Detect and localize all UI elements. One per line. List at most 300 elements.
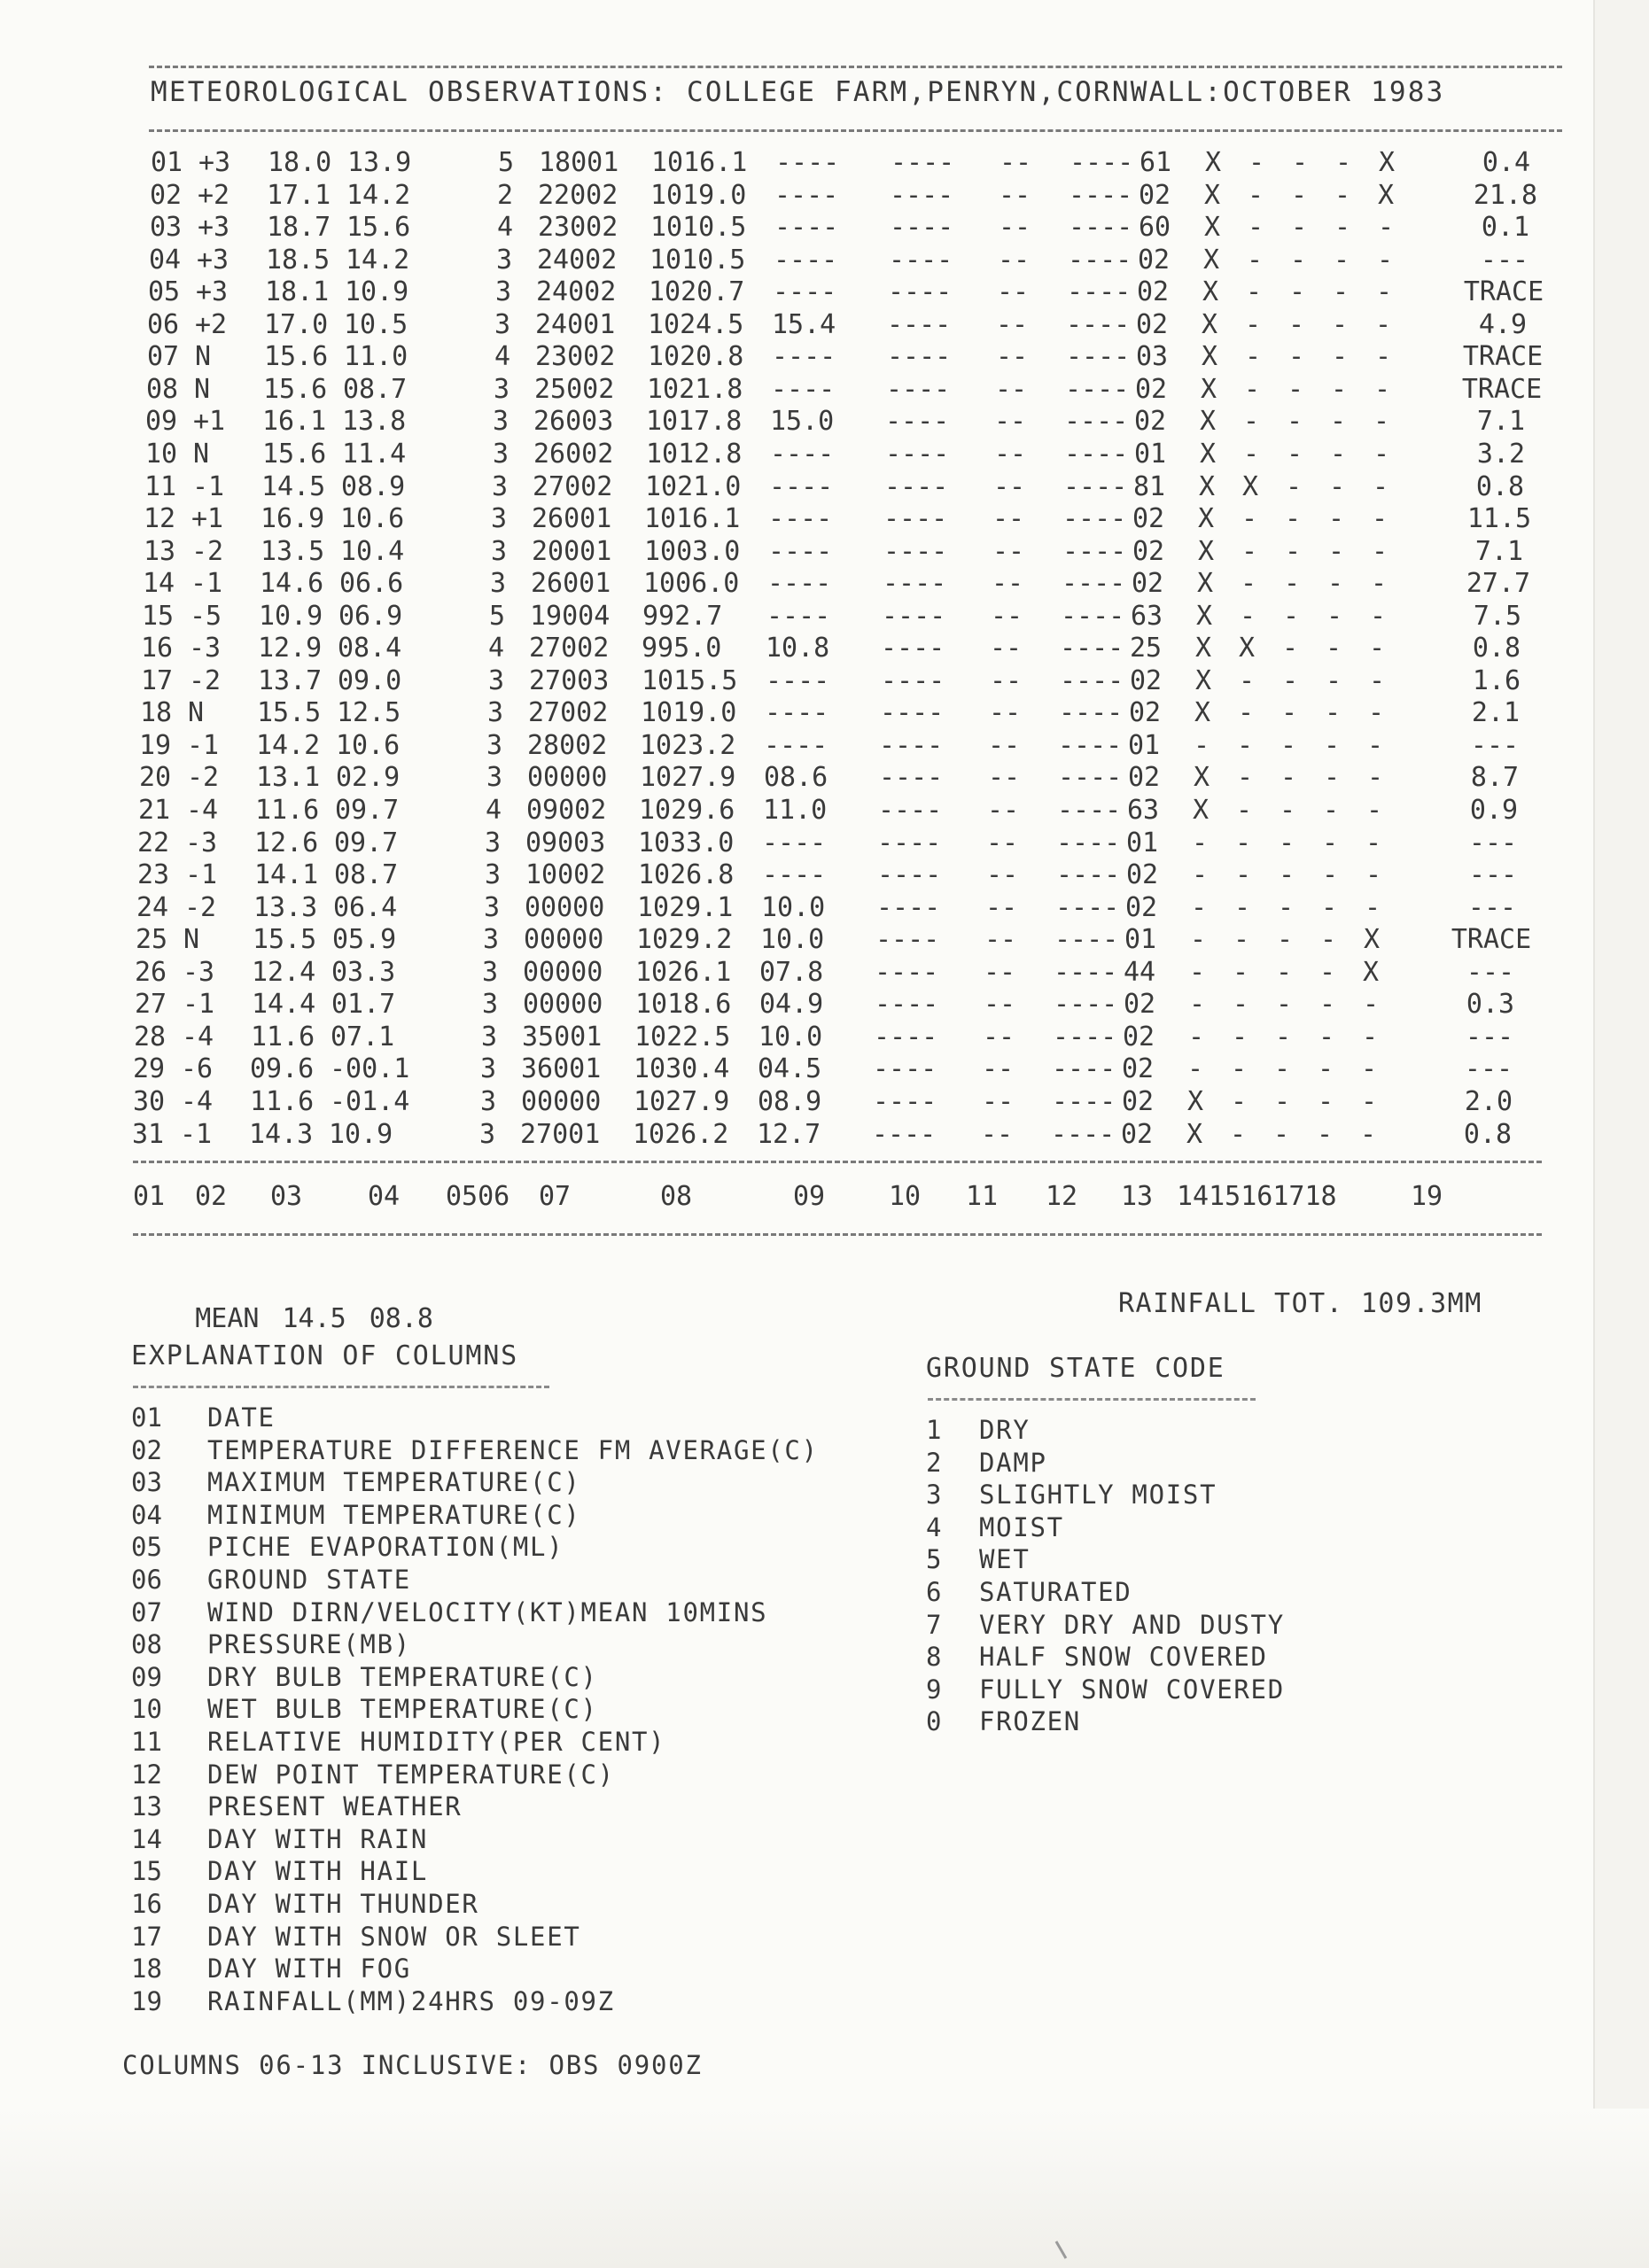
column-number: 1415161718: [1177, 1181, 1337, 1212]
ground-state-num: 2: [926, 1447, 942, 1478]
cell-diff: -1: [192, 470, 225, 502]
cell-gs: 3: [493, 438, 509, 470]
cell-dry: ----: [772, 341, 836, 373]
cell-rh: --: [993, 470, 1026, 502]
cell-press: 1010.5: [650, 212, 747, 244]
cell-wind: 28002: [527, 729, 608, 761]
cell-d17: -: [1328, 535, 1345, 567]
cell-gs: 3: [481, 1021, 498, 1052]
cell-wind: 00000: [523, 989, 603, 1021]
mean-label: MEAN: [195, 1303, 260, 1334]
explanation-num: 13: [131, 1791, 162, 1822]
cell-dry: ----: [766, 600, 831, 632]
cell-min: 09.7: [335, 795, 400, 826]
table-row: [150, 212, 1603, 244]
cell-dry: 15.4: [772, 308, 836, 340]
cell-min: 10.5: [344, 308, 408, 340]
cell-dry: ----: [766, 664, 830, 696]
cell-d15: -: [1238, 697, 1255, 729]
cell-d15: -: [1230, 1118, 1247, 1150]
cell-rain: 2.1: [1471, 697, 1521, 729]
cell-wind: 26001: [531, 568, 611, 600]
cell-press: 1012.8: [646, 438, 743, 470]
cell-diff: -2: [187, 762, 220, 794]
cell-date: 19: [139, 729, 172, 761]
cell-min: 10.4: [340, 535, 405, 567]
cell-d14: -: [1194, 729, 1210, 761]
cell-diff: +3: [197, 244, 229, 276]
cell-dry: ----: [762, 859, 827, 891]
cell-d17: -: [1324, 729, 1341, 761]
cell-dew: ----: [1062, 568, 1126, 600]
cell-wet: ----: [879, 729, 944, 761]
cell-max: 15.6: [262, 438, 327, 470]
cell-wind: 00000: [524, 924, 604, 956]
cell-wet: ----: [887, 341, 952, 373]
cell-gs: 3: [496, 244, 513, 276]
cell-wet: ----: [880, 697, 945, 729]
cell-max: 13.5: [261, 535, 325, 567]
cell-rh: --: [990, 664, 1023, 696]
cell-wx: 02: [1122, 1085, 1155, 1117]
cell-d15: -: [1236, 795, 1253, 826]
cell-d14: -: [1189, 989, 1206, 1021]
cell-rh: --: [982, 1053, 1015, 1085]
cell-d14: -: [1188, 1021, 1205, 1052]
cell-dry: ----: [764, 729, 828, 761]
cell-rh: --: [999, 179, 1031, 211]
cell-wx: 02: [1121, 1118, 1154, 1150]
explanation-num: 01: [131, 1402, 162, 1433]
cell-diff: +2: [198, 179, 230, 211]
cell-rain: ---: [1480, 244, 1529, 276]
cell-dry: ----: [773, 276, 837, 308]
cell-max: 12.4: [252, 956, 316, 988]
cell-wx: 01: [1134, 438, 1167, 470]
cell-date: 23: [137, 859, 170, 891]
cell-min: 06.6: [339, 568, 404, 600]
ground-state-text: DRY: [979, 1415, 1031, 1445]
cell-rain: TRACE: [1461, 373, 1543, 405]
table-row: [145, 406, 1598, 438]
cell-max: 15.5: [257, 697, 322, 729]
cell-diff: +3: [198, 212, 230, 244]
cell-wet: ----: [877, 859, 942, 891]
cell-d18: -: [1375, 308, 1392, 340]
ground-state-num: 3: [926, 1480, 942, 1511]
cell-d16: -: [1284, 568, 1301, 600]
explanation-text: DATE: [207, 1402, 276, 1433]
cell-wx: 02: [1132, 568, 1164, 600]
cell-d15: X: [1239, 633, 1256, 664]
explanation-num: 18: [131, 1953, 162, 1984]
cell-press: 1026.2: [633, 1118, 729, 1150]
cell-wx: 02: [1132, 535, 1165, 567]
cell-diff: -4: [182, 1021, 214, 1052]
cell-d14: X: [1195, 664, 1212, 696]
cell-d16: -: [1290, 244, 1307, 276]
cell-rain: 27.7: [1466, 568, 1531, 600]
cell-rh: --: [984, 956, 1016, 988]
cell-press: 1026.1: [635, 956, 732, 988]
cell-wet: ----: [882, 600, 946, 632]
cell-rain: TRACE: [1463, 276, 1544, 308]
cell-dew: ----: [1052, 1085, 1116, 1117]
cell-d16: -: [1276, 989, 1293, 1021]
cell-wind: 24002: [536, 276, 617, 308]
cell-rh: --: [991, 600, 1023, 632]
cell-wind: 35001: [522, 1021, 603, 1052]
cell-d17: -: [1321, 891, 1338, 923]
cell-dew: ----: [1058, 762, 1123, 794]
cell-d17: -: [1330, 406, 1347, 438]
cell-min: -00.1: [330, 1053, 410, 1085]
cell-rain: 7.5: [1473, 600, 1522, 632]
cell-max: 16.9: [261, 503, 325, 535]
cell-dew: ----: [1069, 179, 1133, 211]
table-row: [149, 245, 1602, 276]
cell-d14: X: [1202, 308, 1218, 340]
cell-gs: 2: [497, 179, 514, 211]
cell-max: 10.9: [259, 600, 323, 632]
cell-wx: 63: [1127, 795, 1160, 826]
cell-rh: --: [988, 762, 1021, 794]
ground-state-num: 4: [926, 1511, 942, 1542]
cell-dew: ----: [1067, 276, 1132, 308]
cell-press: 1029.2: [636, 924, 733, 956]
cell-d17: -: [1334, 244, 1350, 276]
cell-date: 28: [134, 1021, 167, 1052]
ground-state-num: 7: [926, 1609, 942, 1640]
cell-dew: ----: [1064, 438, 1129, 470]
cell-rain: ---: [1467, 891, 1517, 923]
cell-wind: 22002: [538, 179, 618, 211]
cell-d16: -: [1277, 924, 1294, 956]
cell-wind: 00000: [521, 1085, 602, 1117]
ground-state-underline: [928, 1398, 1256, 1401]
cell-rain: 4.9: [1478, 308, 1528, 340]
column-number: 0506: [446, 1181, 510, 1212]
cell-d18: -: [1376, 276, 1393, 308]
table-row: [143, 568, 1596, 600]
cell-diff: -1: [185, 859, 218, 891]
cell-wx: 01: [1128, 729, 1161, 761]
cell-gs: 3: [490, 568, 507, 600]
cell-d15: -: [1239, 664, 1256, 696]
cell-press: 1022.5: [634, 1021, 731, 1052]
cell-wind: 27003: [529, 664, 610, 696]
cell-diff: -1: [180, 1118, 213, 1150]
cell-d15: -: [1248, 212, 1264, 244]
cell-rh: --: [990, 633, 1023, 664]
cell-dew: ----: [1070, 147, 1134, 178]
cell-dew: ----: [1060, 664, 1124, 696]
explanation-text: RAINFALL(MM)24HRS 09-09Z: [207, 1985, 615, 2016]
explanation-text: WET BULB TEMPERATURE(C): [207, 1694, 598, 1725]
cell-dry: 10.8: [766, 633, 830, 664]
cell-max: 13.3: [253, 891, 318, 923]
cell-min: 14.2: [346, 179, 411, 211]
cell-date: 07: [147, 341, 180, 373]
cell-date: 02: [150, 179, 183, 211]
cell-min: 11.0: [344, 341, 408, 373]
cell-dry: ----: [765, 697, 829, 729]
cell-max: 11.6: [250, 1085, 315, 1117]
cell-diff: -1: [187, 729, 220, 761]
cell-dry: 10.0: [758, 1021, 823, 1052]
cell-min: 08.7: [343, 373, 408, 405]
table-row: [135, 989, 1588, 1021]
cell-rain: ---: [1464, 1053, 1513, 1085]
cell-date: 26: [135, 956, 167, 988]
page-shadow: [0, 2109, 1649, 2268]
cell-dew: ----: [1061, 600, 1125, 632]
cell-dry: ----: [774, 212, 839, 244]
cell-wind: 25002: [534, 373, 615, 405]
ground-state-text: WET: [979, 1544, 1031, 1575]
cell-date: 04: [149, 244, 182, 276]
cell-rain: ---: [1465, 1021, 1514, 1052]
cell-press: 1017.8: [646, 406, 743, 438]
cell-d15: -: [1245, 341, 1262, 373]
cell-diff: -4: [181, 1085, 214, 1117]
page-title: METEOROLOGICAL OBSERVATIONS: COLLEGE FARM,PENRYN,CORNWALL:OCTOBER 1983: [151, 76, 1445, 108]
table-row: [135, 957, 1588, 989]
cell-wet: ----: [875, 956, 939, 988]
cell-d14: X: [1200, 406, 1217, 438]
cell-max: 11.6: [251, 1021, 315, 1052]
cell-d16: -: [1278, 891, 1295, 923]
cell-dew: ----: [1057, 795, 1122, 826]
cell-press: 992.7: [642, 600, 723, 632]
ground-state-num: 1: [926, 1415, 942, 1445]
cell-rain: TRACE: [1462, 341, 1544, 373]
cell-wind: 36001: [521, 1053, 602, 1085]
explanation-text: TEMPERATURE DIFFERENCE FM AVERAGE(C): [207, 1434, 819, 1465]
cell-d16: -: [1282, 633, 1299, 664]
cell-wet: ----: [873, 1085, 937, 1117]
top-rule: [149, 66, 1562, 68]
cell-min: 08.4: [338, 633, 402, 664]
mean-min: 08.8: [369, 1303, 433, 1334]
cell-gs: 3: [495, 276, 512, 308]
cell-wet: ----: [888, 276, 953, 308]
cell-d17: -: [1326, 600, 1343, 632]
cell-d15: -: [1231, 1053, 1248, 1085]
cell-wet: ----: [885, 406, 950, 438]
cell-gs: 3: [488, 664, 505, 696]
cell-d18: -: [1367, 729, 1384, 761]
cell-d17: -: [1318, 1053, 1334, 1085]
cell-dew: ----: [1056, 827, 1121, 858]
cell-rain: 11.5: [1466, 503, 1532, 535]
cell-wet: ----: [881, 633, 945, 664]
cell-d17: -: [1318, 1021, 1335, 1052]
cell-rh: --: [996, 341, 1029, 373]
cell-dew: ----: [1066, 341, 1131, 373]
cell-gs: 3: [480, 1053, 497, 1085]
cell-d18: -: [1366, 795, 1383, 826]
cell-date: 21: [138, 795, 171, 826]
cell-dry: 08.9: [758, 1085, 822, 1117]
column-number: 03: [270, 1181, 303, 1212]
cell-d18: -: [1361, 1085, 1378, 1117]
explanation-text: MINIMUM TEMPERATURE(C): [207, 1499, 581, 1530]
cell-d14: X: [1204, 179, 1221, 211]
cell-d14: X: [1198, 503, 1215, 535]
cell-wind: 00000: [525, 891, 605, 923]
cell-dew: ----: [1054, 989, 1118, 1021]
cell-max: 12.9: [258, 633, 323, 664]
cell-gs: 3: [485, 859, 502, 891]
cell-gs: 5: [489, 600, 506, 632]
cell-d16: -: [1287, 406, 1303, 438]
cell-wet: ----: [883, 535, 948, 567]
cell-rh: --: [982, 1085, 1015, 1117]
cell-rain: 7.1: [1474, 535, 1524, 567]
table-row: [133, 1053, 1586, 1085]
cell-d18: X: [1378, 179, 1395, 211]
ground-state-text: MOIST: [979, 1511, 1064, 1542]
cell-wx: 02: [1126, 859, 1159, 891]
cell-rain: 21.8: [1473, 179, 1538, 211]
cell-gs: 4: [494, 341, 511, 373]
explanation-num: 05: [131, 1532, 162, 1563]
cell-d15: -: [1234, 891, 1251, 923]
cell-d16: -: [1283, 600, 1300, 632]
cell-d14: -: [1189, 956, 1206, 988]
cell-d14: X: [1199, 470, 1216, 502]
cell-press: 1016.1: [644, 503, 741, 535]
cell-wind: 20001: [532, 535, 612, 567]
cell-wind: 24001: [535, 308, 616, 340]
cell-wet: ----: [883, 503, 948, 535]
cell-d14: -: [1190, 924, 1207, 956]
cell-d17: -: [1331, 373, 1348, 405]
cell-gs: 3: [491, 535, 508, 567]
explanation-num: 03: [131, 1467, 162, 1498]
explanation-text: DRY BULB TEMPERATURE(C): [207, 1661, 598, 1692]
cell-max: 16.1: [262, 406, 327, 438]
ground-state-text: SATURATED: [979, 1576, 1132, 1607]
cell-max: 14.2: [256, 729, 321, 761]
cell-d16: -: [1291, 212, 1308, 244]
column-number: 01: [133, 1181, 166, 1212]
table-row: [137, 827, 1591, 859]
cell-press: 1030.4: [634, 1053, 730, 1085]
ground-state-text: HALF SNOW COVERED: [979, 1642, 1268, 1673]
cell-wx: 02: [1129, 697, 1162, 729]
cell-d16: -: [1274, 1085, 1291, 1117]
cell-d16: -: [1279, 859, 1295, 891]
cell-d14: X: [1203, 244, 1220, 276]
cell-d15: -: [1235, 827, 1252, 858]
cell-max: 18.0: [268, 147, 332, 178]
cell-min: 10.9: [345, 276, 409, 308]
cell-max: 15.6: [264, 341, 329, 373]
cell-rain: ---: [1466, 956, 1515, 988]
cell-d14: X: [1187, 1085, 1204, 1117]
cell-d16: -: [1288, 308, 1305, 340]
cell-wet: ----: [875, 989, 939, 1021]
cell-dew: ----: [1069, 212, 1133, 244]
cell-d18: X: [1379, 147, 1396, 178]
cell-d18: -: [1370, 600, 1387, 632]
cell-dry: 11.0: [763, 795, 828, 826]
cell-wet: ----: [889, 244, 953, 276]
cell-date: 14: [143, 568, 175, 600]
cell-wind: 26001: [532, 503, 612, 535]
cell-wet: ----: [884, 470, 949, 502]
cell-d14: X: [1194, 762, 1210, 794]
cell-press: 1003.0: [644, 535, 741, 567]
cell-d14: X: [1202, 341, 1218, 373]
cell-wind: 00000: [523, 956, 603, 988]
cell-diff: +1: [191, 503, 224, 535]
explanation-num: 11: [131, 1726, 162, 1757]
cell-max: 11.6: [255, 795, 320, 826]
cell-min: 08.9: [341, 470, 406, 502]
cell-wx: 44: [1124, 956, 1156, 988]
cell-d14: X: [1194, 697, 1211, 729]
cell-dry: ----: [771, 373, 836, 405]
cell-rh: --: [998, 244, 1031, 276]
cell-wx: 02: [1122, 1053, 1155, 1085]
cell-wx: 61: [1140, 147, 1172, 178]
cell-d18: -: [1365, 859, 1382, 891]
cell-wind: 09003: [525, 827, 606, 858]
cell-rh: --: [994, 438, 1027, 470]
cell-rh: --: [987, 795, 1020, 826]
cell-dew: ----: [1051, 1118, 1116, 1150]
cell-max: 14.4: [252, 989, 316, 1021]
table-row: [136, 892, 1590, 924]
cell-rh: --: [986, 827, 1019, 858]
explanation-text: MAXIMUM TEMPERATURE(C): [207, 1467, 581, 1498]
explanation-num: 14: [131, 1823, 162, 1854]
cell-d16: -: [1282, 664, 1299, 696]
cell-d15: -: [1241, 503, 1258, 535]
table-row: [144, 471, 1598, 503]
cell-press: 1027.9: [634, 1085, 730, 1117]
cell-dew: ----: [1053, 1021, 1117, 1052]
cell-dry: ----: [775, 147, 840, 178]
cell-dry: 10.0: [761, 891, 826, 923]
cell-d16: -: [1286, 470, 1303, 502]
cell-d14: X: [1200, 438, 1217, 470]
cell-d18: -: [1365, 891, 1381, 923]
cell-date: 27: [135, 989, 167, 1021]
mean-max: 14.5: [282, 1303, 346, 1334]
cell-wind: 26003: [533, 406, 614, 438]
ground-state-num: 9: [926, 1674, 942, 1705]
cell-date: 13: [144, 535, 176, 567]
cell-press: 1019.0: [650, 179, 747, 211]
explanation-text: PICHE EVAPORATION(ML): [207, 1532, 564, 1563]
cell-d18: -: [1374, 373, 1391, 405]
cell-rain: 8.7: [1470, 762, 1520, 794]
explanation-num: 02: [131, 1434, 162, 1465]
cell-gs: 3: [484, 891, 501, 923]
cell-gs: 5: [498, 147, 515, 178]
cell-date: 22: [137, 827, 170, 858]
cell-d16: -: [1275, 1021, 1292, 1052]
cell-wx: 02: [1135, 373, 1168, 405]
cell-max: 17.0: [264, 308, 329, 340]
cell-wet: ----: [874, 1021, 938, 1052]
explanation-underline: [133, 1386, 549, 1388]
explanation-num: 09: [131, 1661, 162, 1692]
